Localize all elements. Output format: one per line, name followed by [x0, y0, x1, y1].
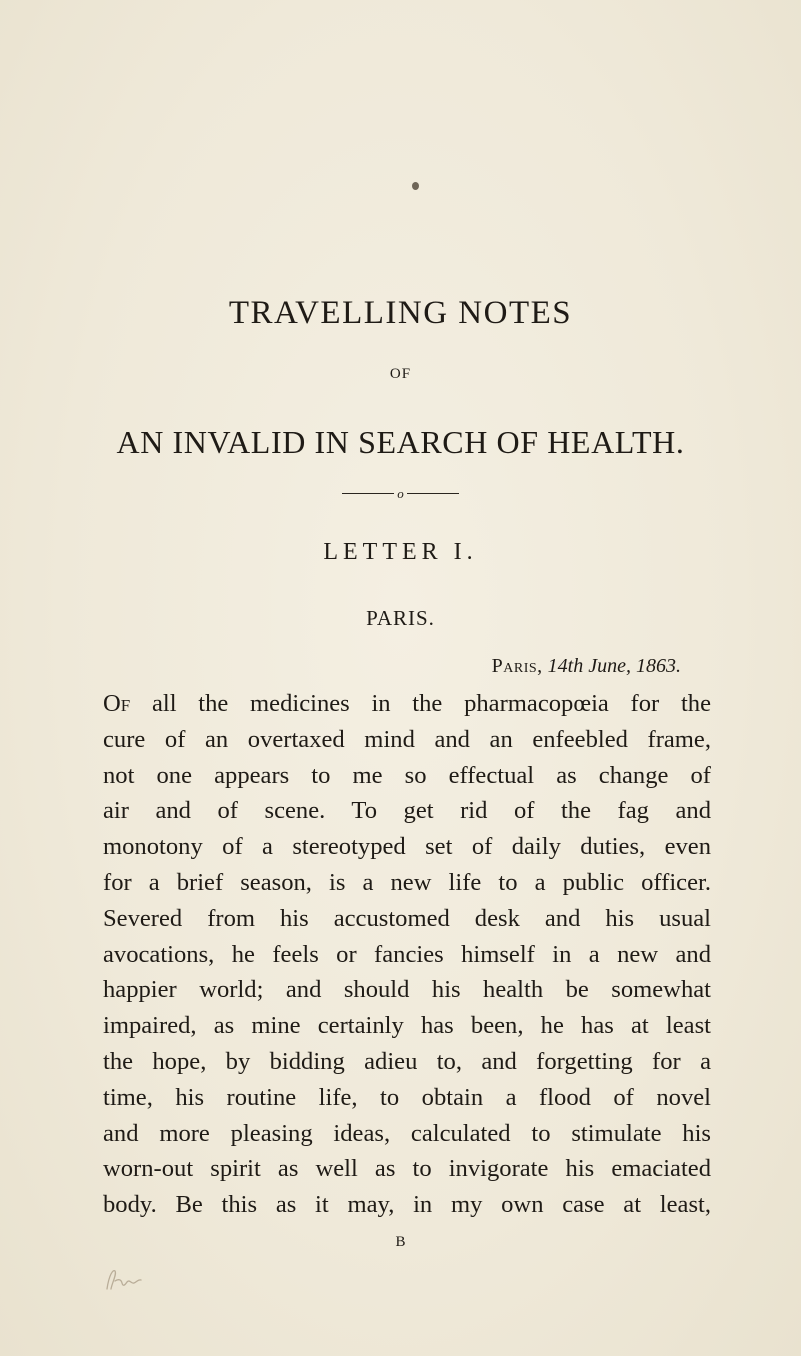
ink-speck — [412, 182, 419, 190]
body-line: monotony of a stereotyped set of daily duties, even — [103, 833, 711, 861]
signature-mark: B — [395, 1234, 406, 1250]
letter-body — [103, 686, 711, 1223]
body-line: happier world; and should his health be somewhat — [103, 976, 711, 1004]
book-title: TRAVELLING NOTES — [228, 295, 573, 331]
body-line: worn-out spirit as well as to invigorate his emaciated — [103, 1155, 711, 1183]
body-line: body. Be this as it may, in my own case at least, — [103, 1191, 711, 1219]
title-connector: OF — [389, 366, 412, 382]
pencil-scribble — [103, 1265, 163, 1293]
body-line — [103, 686, 711, 722]
body-line: the hope, by bidding adieu to, and forgetting for a — [103, 1047, 711, 1075]
body-first-word: Of — [103, 690, 131, 717]
body-line: time, his routine life, to obtain a flood of novel — [103, 1083, 711, 1111]
rule-line-left — [342, 493, 394, 494]
rule-line-right — [407, 493, 459, 494]
dateline — [492, 655, 681, 678]
body-line: air and of scene. To get rid of the fag and — [103, 797, 711, 825]
dateline-day: 14th — [547, 655, 584, 677]
book-subtitle: AN INVALID IN SEARCH OF HEALTH. — [116, 424, 685, 460]
body-line: Severed from his accustomed desk and his usual — [103, 904, 711, 932]
dateline-year: 1863. — [636, 655, 681, 677]
body-line-text: all the medicines in the pharmacopœia for the — [151, 690, 711, 717]
body-line: impaired, as mine certainly has been, he has at least — [103, 1012, 711, 1040]
letter-heading: LETTER I. — [323, 539, 478, 565]
body-line: avocations, he feels or fancies himself in a new and — [103, 940, 711, 968]
rule-mark: o — [397, 486, 404, 501]
place-heading: PARIS. — [366, 606, 435, 630]
body-line: for a brief season, is a new life to a public officer. — [103, 868, 711, 896]
dateline-month: June, — [588, 655, 631, 677]
body-line: not one appears to me so effectual as change of — [103, 761, 711, 789]
body-line: cure of an overtaxed mind and an enfeebled frame, — [103, 725, 711, 753]
dateline-city: Paris, — [491, 655, 543, 677]
body-line: and more pleasing ideas, calculated to stimulate his — [103, 1119, 711, 1147]
ornamental-rule — [0, 487, 801, 500]
